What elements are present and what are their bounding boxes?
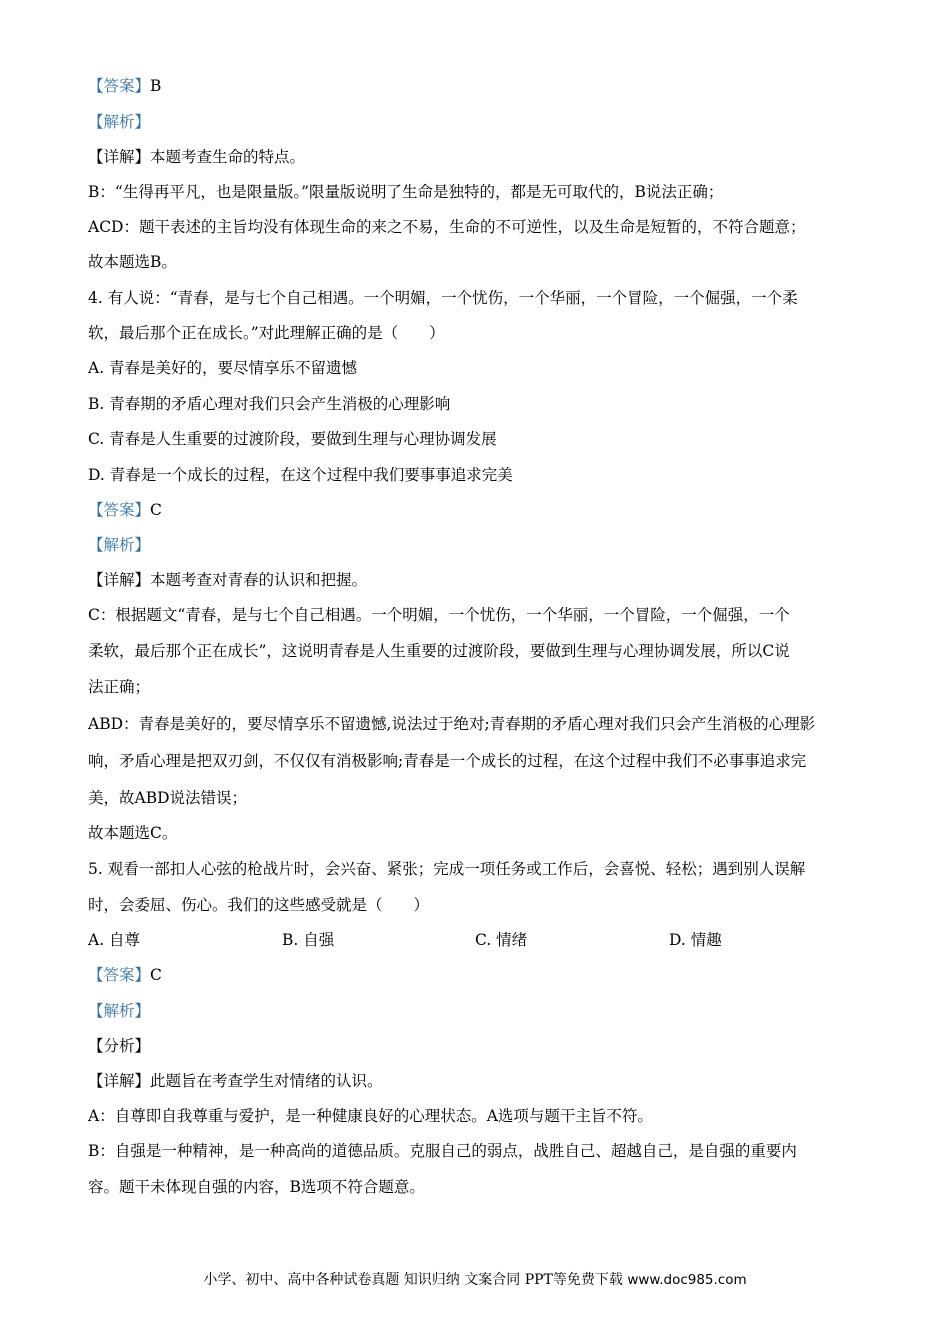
q3-analysis-tag: 【解析】 <box>88 113 151 131</box>
q5-stem-line2: 时，会委屈、伤心。我们的这些感受就是（ ） <box>88 896 430 914</box>
q4-conclusion: 故本题选C。 <box>88 824 178 842</box>
q4-option-b: B. 青春期的矛盾心理对我们只会产生消极的心理影响 <box>88 395 451 413</box>
q5-explain-b-line1: B：自强是一种精神，是一种高尚的道德品质。克服自己的弱点，战胜自己、超越自己，是自强的重要内 <box>88 1142 797 1160</box>
answer-tag: 【答案】 <box>88 501 151 519</box>
q5-explain-b-line2: 容。题干未体现自强的内容，B选项不符合题意。 <box>88 1178 425 1196</box>
q4-explain-abd-line2: 响，矛盾心理是把双刃剑，不仅仅有消极影响;青春是一个成长的过程，在这个过程中我们不必事事追求完 <box>88 752 807 770</box>
answer-tag: 【答案】 <box>88 77 151 95</box>
q4-answer <box>88 500 863 520</box>
q5-stem-line1: 5. 观看一部扣人心弦的枪战片时，会兴奋、紧张；完成一项任务或工作后，会喜悦、轻松；遇到别人误解 <box>88 860 806 878</box>
q5-option-d: D. 情趣 <box>669 931 722 949</box>
q5-answer <box>88 965 863 985</box>
q5-option-a: A. 自尊 <box>88 931 141 949</box>
q5-options <box>88 930 863 950</box>
q4-explain-c-line3: 法正确； <box>88 678 151 696</box>
q3-explain-acd: ACD：题干表述的主旨均没有体现生命的来之不易，生命的不可逆性，以及生命是短暂的，不符合题意； <box>88 218 806 236</box>
answer-value: C <box>150 966 162 984</box>
answer-tag: 【答案】 <box>88 966 151 984</box>
footer-text: 小学、初中、高中各种试卷真题 知识归纳 文案合同 PPT等免费下载 <box>203 1272 628 1288</box>
q5-analysis-tag: 【解析】 <box>88 1002 151 1020</box>
q5-option-c: C. 情绪 <box>475 931 528 949</box>
answer-value: B <box>150 77 162 95</box>
q4-option-a: A. 青春是美好的，要尽情享乐不留遗憾 <box>88 359 358 377</box>
q4-stem-line1: 4. 有人说：“青春，是与七个自己相遇。一个明媚，一个忧伤，一个华丽，一个冒险，一个倔强，一个柔 <box>88 289 798 307</box>
q4-explain-c-line1: C：根据题文“青春，是与七个自己相遇。一个明媚，一个忧伤，一个华丽，一个冒险，一个倔强，一个 <box>88 606 790 624</box>
q4-explain-c-line2: 柔软，最后那个正在成长”，这说明青春是人生重要的过渡阶段，要做到生理与心理协调发展，所以C说 <box>88 642 790 660</box>
q4-option-c: C. 青春是人生重要的过渡阶段，要做到生理与心理协调发展 <box>88 430 497 448</box>
answer-value: C <box>150 501 162 519</box>
q4-explain-abd-line3: 美，故ABD说法错误； <box>88 789 248 807</box>
q3-explain-b: B：“生得再平凡，也是限量版。”限量版说明了生命是独特的，都是无可取代的，B说法正确； <box>88 183 724 201</box>
q4-stem-line2: 软，最后那个正在成长。”对此理解正确的是（ ） <box>88 324 445 342</box>
q4-option-d: D. 青春是一个成长的过程，在这个过程中我们要事事追求完美 <box>88 466 513 484</box>
footer-url[interactable]: www.doc985.com <box>627 1272 747 1288</box>
q5-detail: 【详解】此题旨在考查学生对情绪的认识。 <box>88 1072 383 1090</box>
q4-analysis-tag: 【解析】 <box>88 536 151 554</box>
q4-explain-abd-line1: ABD：青春是美好的，要尽情享乐不留遗憾,说法过于绝对;青春期的矛盾心理对我们只会产生消极的心理影 <box>88 715 816 733</box>
q3-answer <box>88 76 863 96</box>
q5-fenxi: 【分析】 <box>88 1037 151 1055</box>
q3-conclusion: 故本题选B。 <box>88 253 177 271</box>
q3-detail: 【详解】本题考查生命的特点。 <box>88 148 306 166</box>
q5-explain-a: A：自尊即自我尊重与爱护，是一种健康良好的心理状态。A选项与题干主旨不符。 <box>88 1107 653 1125</box>
q4-detail: 【详解】本题考查对青春的认识和把握。 <box>88 571 368 589</box>
q5-option-b: B. 自强 <box>282 931 335 949</box>
page-footer <box>0 1270 950 1290</box>
